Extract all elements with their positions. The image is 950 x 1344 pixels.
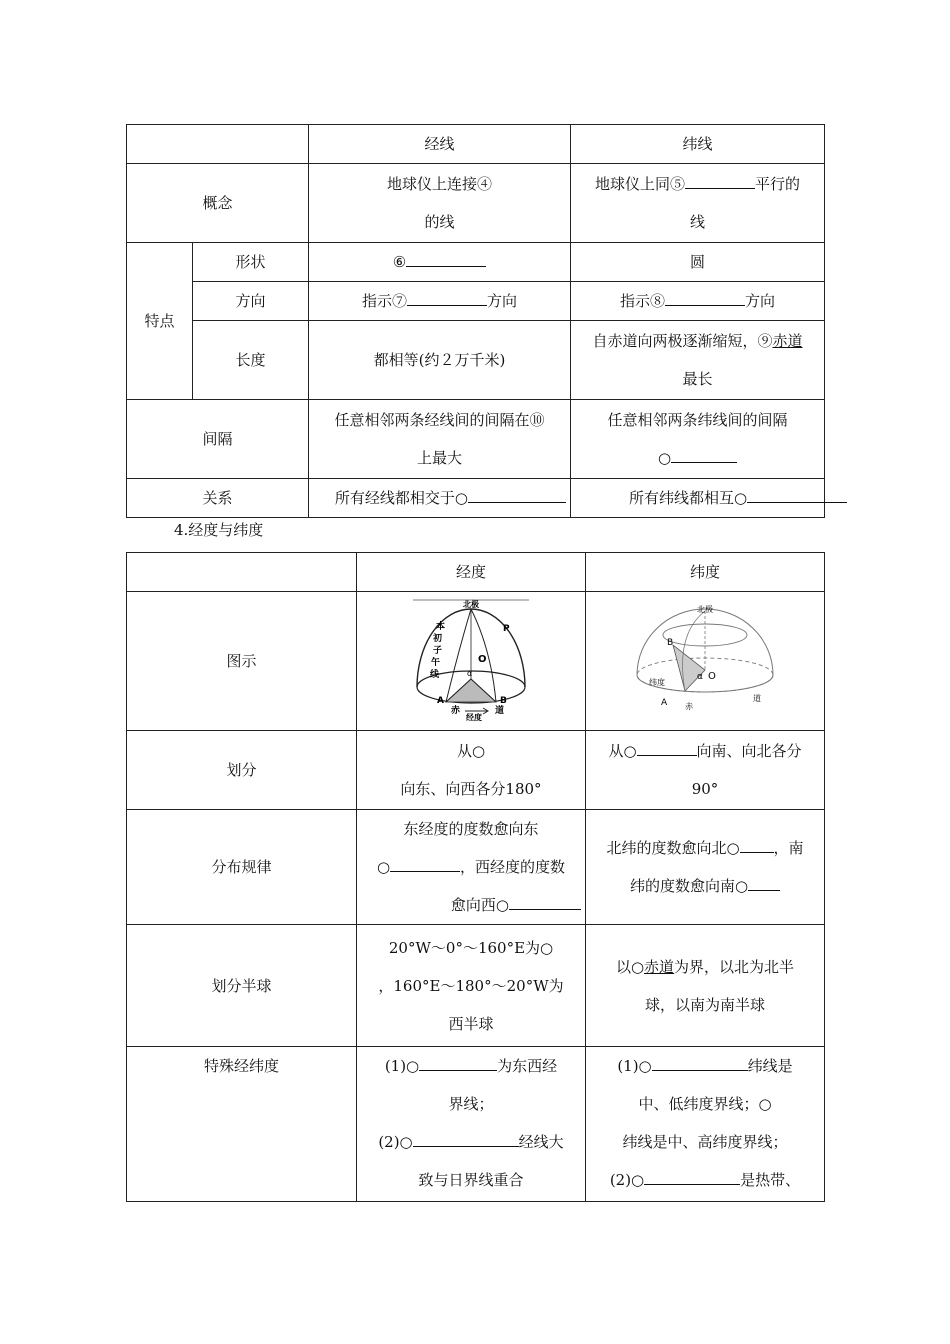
division-lon-line1: 从○ — [456, 742, 486, 760]
header-parallel: 纬线 — [571, 125, 825, 164]
fill-blank[interactable] — [407, 289, 487, 306]
concept-parallel — [571, 164, 825, 243]
hemisphere-lat-answer: 赤道 — [644, 957, 675, 976]
diagram-label: A — [437, 696, 444, 706]
diagram-label: 道 — [753, 694, 761, 703]
distribution-lat-line2: 纬的度数愈向南○ — [629, 877, 749, 895]
special-longitude — [357, 1047, 586, 1202]
diagram-label: 赤 — [451, 706, 461, 716]
interval-meridian — [309, 400, 571, 479]
hemisphere-lat-text1: 以○ — [615, 957, 645, 976]
special-latitude — [586, 1047, 825, 1202]
diagram-label: O — [708, 671, 716, 682]
fill-blank[interactable] — [740, 836, 774, 853]
diagram-label: 赤 — [685, 702, 693, 711]
header-empty-cell — [127, 125, 309, 164]
direction-parallel — [571, 282, 825, 321]
diagram-label: P — [503, 624, 510, 634]
direction-parallel-post: 方向 — [745, 292, 776, 310]
special-lon-text3: (2)○ — [378, 1133, 413, 1151]
concept-label: 概念 — [127, 164, 309, 243]
special-lon-text2: 为东西经 — [497, 1057, 558, 1075]
direction-meridian-pre: 指示⑦ — [361, 292, 407, 310]
meridian-parallel-table — [126, 124, 825, 518]
diagram-label: A — [661, 698, 668, 708]
length-meridian: 都相等(约２万千米) — [309, 321, 571, 400]
direction-parallel-pre: 指示⑧ — [619, 292, 665, 310]
length-label: 长度 — [193, 321, 309, 400]
longitude-diagram — [411, 599, 531, 723]
length-parallel-answer: 赤道 — [772, 332, 803, 350]
diagram-label: 道 — [495, 706, 505, 716]
relation-meridian-text: 所有经线都相交于○ — [334, 489, 468, 507]
interval-label: 间隔 — [127, 400, 309, 479]
shape-meridian-num: ⑥ — [392, 253, 407, 271]
division-lon-line2: 向东、向西各分180° — [400, 780, 542, 798]
special-label: 特殊经纬度 — [127, 1047, 357, 1202]
latitude-diagram-cell — [586, 592, 825, 731]
special-lon-line4: 致与日界线重合 — [418, 1171, 524, 1189]
fill-blank[interactable] — [637, 739, 697, 756]
special-lon-line2: 界线； — [448, 1095, 494, 1113]
length-parallel-text: 自赤道向两极逐渐缩短，⑨ — [592, 332, 773, 350]
diagram-label: α — [697, 672, 703, 682]
diagram-label: 纬度 — [649, 678, 665, 687]
hemisphere-lon-line2: ，160°E～180°～20°W为 — [378, 976, 564, 995]
special-lat-text3: (2)○ — [609, 1171, 645, 1189]
interval-parallel-circle: ○ — [657, 449, 672, 467]
latitude-diagram — [635, 605, 775, 717]
fill-blank[interactable] — [748, 874, 780, 891]
division-lat-text1: 从○ — [608, 742, 637, 760]
diagram-label: 线 — [430, 670, 440, 680]
header-longitude: 经度 — [357, 553, 586, 592]
distribution-lat-text2: ，南 — [773, 839, 804, 857]
fill-blank[interactable] — [390, 855, 460, 872]
distribution-longitude — [357, 810, 586, 925]
concept-meridian-line2: 的线 — [424, 213, 455, 231]
relation-meridian — [309, 479, 571, 518]
division-label: 划分 — [127, 731, 357, 810]
diagram-label: B — [500, 696, 507, 706]
fill-blank[interactable] — [419, 1054, 497, 1071]
fill-blank[interactable] — [644, 1168, 740, 1185]
distribution-lon-circle: ○ — [376, 858, 391, 876]
division-lat-line2: 90° — [691, 780, 719, 798]
division-latitude — [586, 731, 825, 810]
concept-meridian — [309, 164, 571, 243]
division-lat-text2: 向南、向北各分 — [696, 742, 802, 760]
concept-meridian-line1: 地球仪上连接④ — [386, 175, 492, 193]
longitude-diagram-cell — [357, 592, 586, 731]
hemisphere-lat-text2: 为界，以北为北半 — [674, 957, 795, 976]
hemisphere-longitude — [357, 925, 586, 1047]
fill-blank[interactable] — [665, 289, 745, 306]
diagram-label: 子 — [433, 646, 443, 656]
fill-blank[interactable] — [509, 893, 581, 910]
interval-meridian-line1: 任意相邻两条经线间的间隔在⑩ — [334, 411, 545, 429]
hemisphere-latitude — [586, 925, 825, 1047]
special-lon-text4: 经线大 — [518, 1133, 564, 1151]
interval-parallel-line1: 任意相邻两条纬线间的间隔 — [607, 411, 788, 429]
features-label: 特点 — [127, 243, 193, 400]
direction-meridian — [309, 282, 571, 321]
diagram-label: 初 — [433, 634, 443, 644]
hemisphere-label: 划分半球 — [127, 925, 357, 1047]
fill-blank[interactable] — [685, 172, 755, 189]
fill-blank[interactable] — [747, 486, 847, 503]
special-lon-text1: (1)○ — [384, 1057, 420, 1075]
length-parallel-line2: 最长 — [682, 370, 713, 388]
header-empty-cell — [127, 553, 357, 592]
longitude-latitude-table — [126, 552, 825, 1202]
diagram-label: α — [467, 669, 473, 678]
concept-parallel-text2: 平行的 — [755, 175, 801, 193]
header-latitude: 纬度 — [586, 553, 825, 592]
distribution-latitude — [586, 810, 825, 925]
relation-parallel-text: 所有纬线都相互○ — [629, 489, 748, 507]
fill-blank[interactable] — [468, 486, 566, 503]
diagram-label: 北极 — [463, 600, 479, 609]
special-lat-line2: 中、低纬度界线；○ — [638, 1095, 772, 1113]
distribution-label: 分布规律 — [127, 810, 357, 925]
figure-label: 图示 — [127, 592, 357, 731]
division-longitude — [357, 731, 586, 810]
diagram-label: B — [667, 638, 674, 648]
shape-label: 形状 — [193, 243, 309, 282]
diagram-label: O — [478, 654, 487, 665]
distribution-lon-line3: 愈向西○ — [450, 896, 509, 914]
distribution-lat-text1: 北纬的度数愈向北○ — [606, 839, 740, 857]
hemisphere-lon-line3: 西半球 — [448, 1014, 494, 1033]
direction-label: 方向 — [193, 282, 309, 321]
diagram-label: 本 — [436, 622, 446, 632]
direction-meridian-post: 方向 — [487, 292, 518, 310]
fill-blank[interactable] — [413, 1130, 519, 1147]
hemisphere-lat-line2: 球，以南为南半球 — [644, 995, 765, 1014]
diagram-label: 午 — [431, 658, 441, 668]
fill-blank[interactable] — [406, 250, 486, 267]
hemisphere-lon-line1: 20°W～0°～160°E为○ — [388, 938, 554, 957]
special-lat-line3: 纬线是中、高纬度界线； — [622, 1133, 788, 1151]
fill-blank[interactable] — [652, 1054, 748, 1071]
relation-parallel — [571, 479, 825, 518]
interval-meridian-line2: 上最大 — [416, 449, 462, 467]
special-lat-text1: (1)○ — [617, 1057, 652, 1075]
concept-parallel-text1: 地球仪上同⑤ — [594, 175, 685, 193]
distribution-lon-line1: 东经度的度数愈向东 — [403, 820, 539, 838]
special-lat-text2: 纬线是 — [747, 1057, 793, 1075]
shape-meridian — [309, 243, 571, 282]
relation-label: 关系 — [127, 479, 309, 518]
interval-parallel — [571, 400, 825, 479]
fill-blank[interactable] — [671, 446, 737, 463]
header-meridian: 经线 — [309, 125, 571, 164]
diagram-label: 经度 — [466, 713, 482, 722]
shape-parallel: 圆 — [571, 243, 825, 282]
concept-parallel-line2: 线 — [689, 213, 705, 231]
length-parallel — [571, 321, 825, 400]
section-title: 4.经度与纬度 — [174, 521, 264, 539]
special-lat-text4: 是热带、 — [740, 1171, 801, 1189]
distribution-lon-text: ，西经度的度数 — [460, 858, 566, 876]
diagram-label: 北极 — [697, 605, 713, 614]
